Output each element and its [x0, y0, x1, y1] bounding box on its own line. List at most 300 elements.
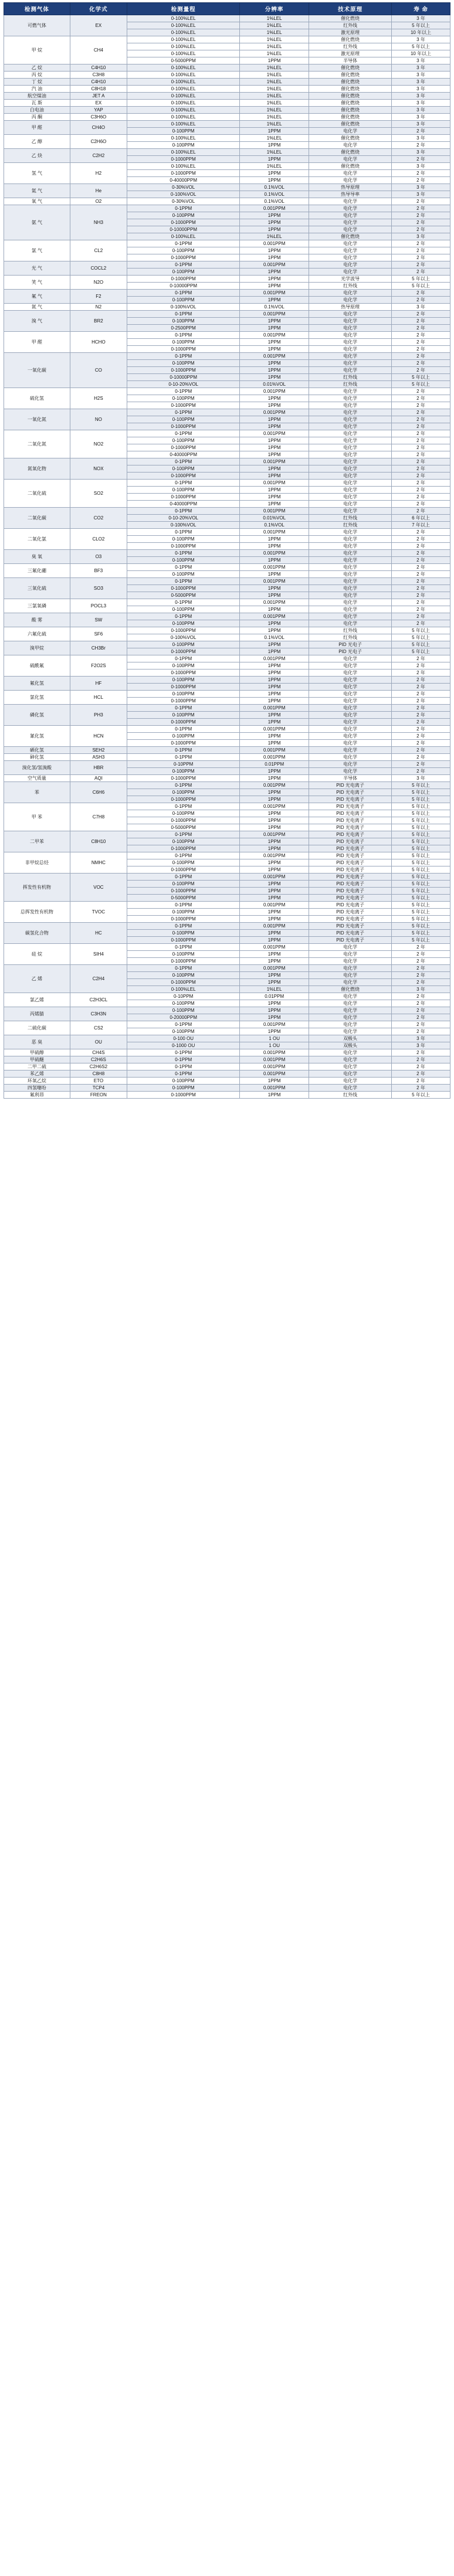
resolution-cell: 1PPM: [240, 557, 309, 564]
technology-cell: 红外线: [309, 43, 392, 50]
lifetime-cell: 5 年以上: [392, 845, 450, 852]
formula-cell: NOX: [70, 458, 127, 480]
column-header-technology: 技术原理: [309, 3, 392, 15]
formula-cell: CS2: [70, 1021, 127, 1035]
table-row: [4, 304, 450, 311]
formula-cell: BR2: [70, 311, 127, 332]
resolution-cell: 0.1%VOL: [240, 191, 309, 198]
resolution-cell: 1PPM: [240, 648, 309, 655]
range-cell: 0-10PPM: [127, 761, 240, 768]
resolution-cell: 1PPM: [240, 845, 309, 852]
range-cell: 0-100PPM: [127, 360, 240, 367]
gas-name-cell: 硫化氢: [4, 388, 70, 409]
range-cell: 0-1000PPM: [127, 423, 240, 430]
gas-name-cell: 甲 烷: [4, 36, 70, 64]
resolution-cell: 1PPM: [240, 212, 309, 219]
table-row: [4, 93, 450, 100]
formula-cell: HCHO: [70, 332, 127, 353]
gas-name-cell: 一氧化碳: [4, 353, 70, 388]
technology-cell: 电化学: [309, 444, 392, 451]
range-cell: 0-100%LEL: [127, 233, 240, 240]
range-cell: 0-10PPM: [127, 993, 240, 1000]
lifetime-cell: 5 年以上: [392, 648, 450, 655]
gas-name-cell: 二硫化碳: [4, 1021, 70, 1035]
lifetime-cell: 3 年: [392, 86, 450, 93]
technology-cell: 电化学: [309, 247, 392, 254]
technology-cell: 电化学: [309, 754, 392, 761]
formula-cell: He: [70, 184, 127, 198]
formula-cell: SW: [70, 613, 127, 627]
range-cell: 0-1000PPM: [127, 1092, 240, 1099]
range-cell: 0-100PPM: [127, 1000, 240, 1007]
table-row: [4, 1063, 450, 1070]
technology-cell: PID 光电离子: [309, 845, 392, 852]
resolution-cell: 1%LEL: [240, 93, 309, 100]
resolution-cell: 1PPM: [240, 768, 309, 775]
lifetime-cell: 2 年: [392, 325, 450, 332]
resolution-cell: 0.001PPM: [240, 782, 309, 789]
range-cell: 0-100PPM: [127, 691, 240, 698]
lifetime-cell: 3 年: [392, 986, 450, 993]
technology-cell: PID 光电离子: [309, 909, 392, 916]
resolution-cell: 1PPM: [240, 881, 309, 888]
range-cell: 0-100PPM: [127, 881, 240, 888]
formula-cell: JET A: [70, 93, 127, 100]
table-row: [4, 198, 450, 205]
resolution-cell: 0.1%VOL: [240, 304, 309, 311]
gas-name-cell: 乙 烯: [4, 965, 70, 993]
lifetime-cell: 2 年: [392, 571, 450, 578]
lifetime-cell: 10 年以上: [392, 29, 450, 36]
lifetime-cell: 2 年: [392, 254, 450, 261]
resolution-cell: 1PPM: [240, 177, 309, 184]
lifetime-cell: 5 年以上: [392, 803, 450, 810]
resolution-cell: 1PPM: [240, 627, 309, 634]
table-row: [4, 107, 450, 114]
gas-name-cell: 乙 烷: [4, 64, 70, 72]
gas-name-cell: 酸 雾: [4, 613, 70, 627]
formula-cell: C4H10: [70, 79, 127, 86]
lifetime-cell: 2 年: [392, 599, 450, 606]
resolution-cell: 1PPM: [240, 494, 309, 501]
range-cell: 0-1PPM: [127, 1049, 240, 1056]
lifetime-cell: 5 年以上: [392, 22, 450, 29]
resolution-cell: 0.001PPM: [240, 965, 309, 972]
formula-cell: TCP4: [70, 1085, 127, 1092]
lifetime-cell: 5 年以上: [392, 937, 450, 944]
resolution-cell: 1PPM: [240, 254, 309, 261]
technology-cell: 电化学: [309, 712, 392, 719]
resolution-cell: 1PPM: [240, 817, 309, 824]
range-cell: 0-100PPM: [127, 465, 240, 473]
lifetime-cell: 2 年: [392, 318, 450, 325]
lifetime-cell: 5 年以上: [392, 902, 450, 909]
resolution-cell: 0.001PPM: [240, 480, 309, 487]
gas-name-cell: 溴甲烷: [4, 641, 70, 655]
formula-cell: C6H6: [70, 782, 127, 803]
gas-detection-table: [4, 2, 450, 1099]
lifetime-cell: 2 年: [392, 993, 450, 1000]
range-cell: 0-1PPM: [127, 1056, 240, 1063]
range-cell: 0-40000PPM: [127, 501, 240, 508]
formula-cell: C2H6S2: [70, 1063, 127, 1070]
range-cell: 0-1PPM: [127, 261, 240, 269]
range-cell: 0-1000PPM: [127, 845, 240, 852]
range-cell: 0-1000PPM: [127, 670, 240, 677]
lifetime-cell: 5 年以上: [392, 909, 450, 916]
formula-cell: C7H8: [70, 803, 127, 831]
gas-name-cell: 臭 氧: [4, 550, 70, 564]
technology-cell: 催化燃烧: [309, 100, 392, 107]
formula-cell: SO3: [70, 578, 127, 599]
range-cell: 0-1000PPM: [127, 585, 240, 592]
range-cell: 0-1000PPM: [127, 494, 240, 501]
technology-cell: 红外线: [309, 283, 392, 290]
gas-name-cell: 氢 气: [4, 163, 70, 184]
gas-name-cell: 苯乙烯: [4, 1070, 70, 1078]
resolution-cell: 1%LEL: [240, 29, 309, 36]
lifetime-cell: 2 年: [392, 684, 450, 691]
gas-name-cell: 恶 臭: [4, 1035, 70, 1049]
resolution-cell: 1PPM: [240, 930, 309, 937]
formula-cell: CH4O: [70, 121, 127, 135]
lifetime-cell: 7 年以上: [392, 522, 450, 529]
formula-cell: C2H2: [70, 149, 127, 163]
resolution-cell: 1PPM: [240, 606, 309, 613]
gas-name-cell: 溴 气: [4, 311, 70, 332]
range-cell: 0-20000PPM: [127, 1014, 240, 1021]
lifetime-cell: 2 年: [392, 508, 450, 515]
table-row: [4, 993, 450, 1000]
lifetime-cell: 5 年以上: [392, 634, 450, 641]
resolution-cell: 1PPM: [240, 543, 309, 550]
table-row: [4, 852, 450, 859]
gas-name-cell: 六氟化硫: [4, 627, 70, 641]
gas-name-cell: 氮 气: [4, 304, 70, 311]
range-cell: 0-1PPM: [127, 726, 240, 733]
range-cell: 0-1000PPM: [127, 979, 240, 986]
formula-cell: N2O: [70, 276, 127, 290]
range-cell: 0-1PPM: [127, 311, 240, 318]
range-cell: 0-100%LEL: [127, 43, 240, 50]
gas-name-cell: 氯化氢: [4, 691, 70, 705]
technology-cell: 电化学: [309, 705, 392, 712]
lifetime-cell: 2 年: [392, 416, 450, 423]
range-cell: 0-1PPM: [127, 965, 240, 972]
range-cell: 0-1PPM: [127, 944, 240, 951]
technology-cell: 光学波导: [309, 276, 392, 283]
resolution-cell: 1PPM: [240, 346, 309, 353]
lifetime-cell: 2 年: [392, 1056, 450, 1063]
technology-cell: PID 光电离子: [309, 852, 392, 859]
technology-cell: 激光原理: [309, 29, 392, 36]
range-cell: 0-100PPM: [127, 437, 240, 444]
range-cell: 0-100PPM: [127, 606, 240, 613]
range-cell: 0-10000PPM: [127, 226, 240, 233]
range-cell: 0-2500PPM: [127, 325, 240, 332]
resolution-cell: 1%LEL: [240, 114, 309, 121]
range-cell: 0-5000PPM: [127, 57, 240, 64]
technology-cell: PID 光电离子: [309, 810, 392, 817]
lifetime-cell: 2 年: [392, 655, 450, 662]
technology-cell: PID 光电离子: [309, 902, 392, 909]
lifetime-cell: 2 年: [392, 423, 450, 430]
table-row: [4, 902, 450, 909]
resolution-cell: 1PPM: [240, 810, 309, 817]
lifetime-cell: 2 年: [392, 487, 450, 494]
range-cell: 0-1PPM: [127, 599, 240, 606]
technology-cell: 催化燃烧: [309, 233, 392, 240]
technology-cell: 催化燃烧: [309, 72, 392, 79]
lifetime-cell: 2 年: [392, 1085, 450, 1092]
resolution-cell: 0.1%VOL: [240, 522, 309, 529]
range-cell: 0-100%LEL: [127, 986, 240, 993]
range-cell: 0-100%LEL: [127, 86, 240, 93]
technology-cell: 电化学: [309, 1085, 392, 1092]
lifetime-cell: 2 年: [392, 719, 450, 726]
range-cell: 0-100PPM: [127, 930, 240, 937]
lifetime-cell: 2 年: [392, 747, 450, 754]
resolution-cell: 1PPM: [240, 740, 309, 747]
range-cell: 0-1000PPM: [127, 627, 240, 634]
technology-cell: 电化学: [309, 395, 392, 402]
lifetime-cell: 5 年以上: [392, 1092, 450, 1099]
range-cell: 0-100PPM: [127, 487, 240, 494]
table-row: [4, 747, 450, 754]
range-cell: 0-1000PPM: [127, 719, 240, 726]
technology-cell: PID 光电离子: [309, 895, 392, 902]
resolution-cell: 1%LEL: [240, 86, 309, 93]
resolution-cell: 1PPM: [240, 402, 309, 409]
formula-cell: NO: [70, 409, 127, 430]
resolution-cell: 0.001PPM: [240, 290, 309, 297]
table-row: [4, 1092, 450, 1099]
formula-cell: ETO: [70, 1078, 127, 1085]
formula-cell: NO2: [70, 430, 127, 458]
formula-cell: HC: [70, 923, 127, 944]
lifetime-cell: 2 年: [392, 620, 450, 627]
table-row: [4, 72, 450, 79]
resolution-cell: 1PPM: [240, 276, 309, 283]
lifetime-cell: 5 年以上: [392, 859, 450, 866]
resolution-cell: 1PPM: [240, 451, 309, 458]
lifetime-cell: 2 年: [392, 297, 450, 304]
lifetime-cell: 2 年: [392, 430, 450, 437]
formula-cell: VOC: [70, 874, 127, 902]
range-cell: 0-1000PPM: [127, 888, 240, 895]
formula-cell: F2O2S: [70, 655, 127, 677]
gas-name-cell: 二氧化碳: [4, 508, 70, 529]
lifetime-cell: 3 年: [392, 57, 450, 64]
lifetime-cell: 2 年: [392, 480, 450, 487]
gas-name-cell: 空气质量: [4, 775, 70, 782]
gas-name-cell: 二甲二硫: [4, 1063, 70, 1070]
table-row: [4, 480, 450, 487]
technology-cell: 电化学: [309, 719, 392, 726]
technology-cell: 电化学: [309, 346, 392, 353]
gas-name-cell: 甲硫醇: [4, 1049, 70, 1056]
range-cell: 0-1000PPM: [127, 346, 240, 353]
technology-cell: PID 光电离子: [309, 789, 392, 796]
technology-cell: 电化学: [309, 662, 392, 670]
resolution-cell: 1PPM: [240, 487, 309, 494]
range-cell: 0-1PPM: [127, 1021, 240, 1028]
formula-cell: OU: [70, 1035, 127, 1049]
gas-detection-spec-page: [0, 2, 454, 1099]
table-row: [4, 1078, 450, 1085]
technology-cell: PID 光电离子: [309, 916, 392, 923]
lifetime-cell: 3 年: [392, 100, 450, 107]
formula-cell: HBR: [70, 761, 127, 775]
technology-cell: 电化学: [309, 416, 392, 423]
resolution-cell: 1PPM: [240, 142, 309, 149]
range-cell: 0-100PPM: [127, 859, 240, 866]
range-cell: 0-1PPM: [127, 409, 240, 416]
gas-name-cell: 二氧化氮: [4, 430, 70, 458]
table-row: [4, 564, 450, 571]
resolution-cell: 0.01%VOL: [240, 515, 309, 522]
lifetime-cell: 2 年: [392, 212, 450, 219]
formula-cell: CLO2: [70, 529, 127, 550]
table-row: [4, 1035, 450, 1042]
range-cell: 0-100%LEL: [127, 114, 240, 121]
table-row: [4, 261, 450, 269]
table-row: [4, 965, 450, 972]
resolution-cell: 0.001PPM: [240, 705, 309, 712]
table-row: [4, 782, 450, 789]
gas-name-cell: 丙 酮: [4, 114, 70, 121]
range-cell: 0-100PPM: [127, 395, 240, 402]
technology-cell: 红外线: [309, 374, 392, 381]
range-cell: 0-5000PPM: [127, 592, 240, 599]
range-cell: 0-100PPM: [127, 1085, 240, 1092]
range-cell: 0-1000PPM: [127, 796, 240, 803]
range-cell: 0-1000PPM: [127, 367, 240, 374]
technology-cell: 热导原理: [309, 184, 392, 191]
lifetime-cell: 2 年: [392, 944, 450, 951]
lifetime-cell: 3 年: [392, 1035, 450, 1042]
resolution-cell: 1PPM: [240, 789, 309, 796]
technology-cell: 电化学: [309, 698, 392, 705]
range-cell: 0-1000PPM: [127, 276, 240, 283]
range-cell: 0-100%LEL: [127, 135, 240, 142]
range-cell: 0-100%LEL: [127, 107, 240, 114]
lifetime-cell: 2 年: [392, 733, 450, 740]
gas-name-cell: 光 气: [4, 261, 70, 276]
gas-name-cell: 氰化氢: [4, 726, 70, 747]
range-cell: 0-1PPM: [127, 290, 240, 297]
table-header-row: [4, 3, 450, 15]
column-header-formula: 化学式: [70, 3, 127, 15]
gas-name-cell: 丁 烷: [4, 79, 70, 86]
table-row: [4, 114, 450, 121]
technology-cell: 电化学: [309, 205, 392, 212]
technology-cell: PID 光电离子: [309, 923, 392, 930]
lifetime-cell: 5 年以上: [392, 810, 450, 817]
lifetime-cell: 2 年: [392, 458, 450, 465]
resolution-cell: 1PPM: [240, 571, 309, 578]
gas-name-cell: 硅 烷: [4, 944, 70, 965]
formula-cell: NH3: [70, 205, 127, 240]
formula-cell: H2S: [70, 388, 127, 409]
technology-cell: 电化学: [309, 740, 392, 747]
resolution-cell: 1%LEL: [240, 36, 309, 43]
range-cell: 0-1PPM: [127, 332, 240, 339]
lifetime-cell: 3 年: [392, 36, 450, 43]
lifetime-cell: 5 年以上: [392, 641, 450, 648]
gas-name-cell: 氨 气: [4, 205, 70, 240]
gas-name-cell: 瓦 斯: [4, 100, 70, 107]
range-cell: 0-1PPM: [127, 564, 240, 571]
technology-cell: PID 光电子: [309, 648, 392, 655]
gas-name-cell: 笑 气: [4, 276, 70, 290]
range-cell: 0-100PPM: [127, 416, 240, 423]
resolution-cell: 1PPM: [240, 951, 309, 958]
table-row: [4, 677, 450, 684]
lifetime-cell: 5 年以上: [392, 789, 450, 796]
technology-cell: 电化学: [309, 543, 392, 550]
range-cell: 0-100%LEL: [127, 29, 240, 36]
resolution-cell: 1PPM: [240, 339, 309, 346]
technology-cell: 电化学: [309, 269, 392, 276]
range-cell: 0-1000 OU: [127, 1042, 240, 1049]
table-row: [4, 86, 450, 93]
technology-cell: 电化学: [309, 325, 392, 332]
technology-cell: 电化学: [309, 1070, 392, 1078]
technology-cell: 电化学: [309, 423, 392, 430]
formula-cell: ASH3: [70, 754, 127, 761]
table-row: [4, 578, 450, 585]
range-cell: 0-100%LEL: [127, 36, 240, 43]
resolution-cell: 1PPM: [240, 712, 309, 719]
range-cell: 0-1PPM: [127, 430, 240, 437]
range-cell: 0-100PPM: [127, 142, 240, 149]
lifetime-cell: 2 年: [392, 198, 450, 205]
resolution-cell: 1PPM: [240, 662, 309, 670]
lifetime-cell: 2 年: [392, 437, 450, 444]
resolution-cell: 1PPM: [240, 423, 309, 430]
resolution-cell: 1PPM: [240, 437, 309, 444]
lifetime-cell: 5 年以上: [392, 782, 450, 789]
resolution-cell: 0.001PPM: [240, 852, 309, 859]
gas-name-cell: 硫酰氟: [4, 655, 70, 677]
lifetime-cell: 2 年: [392, 473, 450, 480]
gas-name-cell: 一氧化氮: [4, 409, 70, 430]
technology-cell: 电化学: [309, 1063, 392, 1070]
range-cell: 0-100PPM: [127, 269, 240, 276]
technology-cell: PID 光电离子: [309, 838, 392, 845]
lifetime-cell: 2 年: [392, 388, 450, 395]
range-cell: 0-1PPM: [127, 655, 240, 662]
technology-cell: 电化学: [309, 198, 392, 205]
resolution-cell: 0.001PPM: [240, 831, 309, 838]
range-cell: 0-1000PPM: [127, 775, 240, 782]
lifetime-cell: 2 年: [392, 142, 450, 149]
resolution-cell: 1%LEL: [240, 121, 309, 128]
resolution-cell: 1%LEL: [240, 72, 309, 79]
lifetime-cell: 2 年: [392, 592, 450, 599]
resolution-cell: 1%LEL: [240, 79, 309, 86]
gas-name-cell: 三氟化硼: [4, 564, 70, 578]
gas-name-cell: 三氧化硫: [4, 578, 70, 599]
range-cell: 0-1000PPM: [127, 543, 240, 550]
lifetime-cell: 2 年: [392, 1063, 450, 1070]
resolution-cell: 1PPM: [240, 691, 309, 698]
range-cell: 0-100PPM: [127, 768, 240, 775]
technology-cell: 电化学: [309, 458, 392, 465]
resolution-cell: 1%LEL: [240, 15, 309, 22]
technology-cell: 电化学: [309, 599, 392, 606]
